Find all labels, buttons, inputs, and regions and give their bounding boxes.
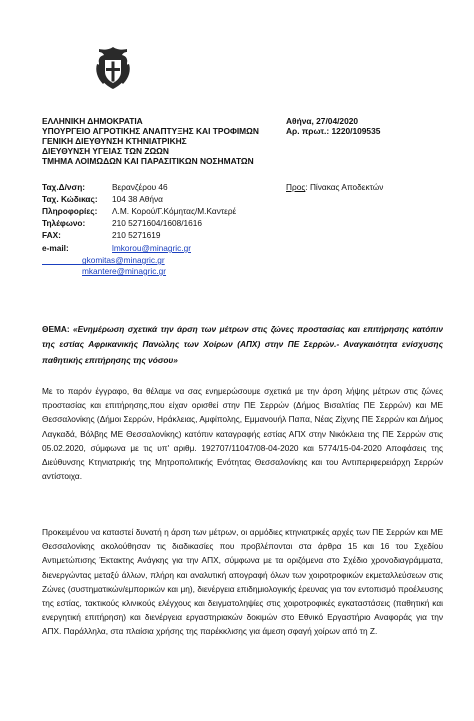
postcode-label: Ταχ. Κώδικας:	[42, 194, 98, 204]
email-label: e-mail:	[42, 243, 69, 253]
org-line-3: ΓΕΝΙΚΗ ΔΙΕΥΘΥΝΣΗ ΚΤΗΝΙΑΤΡΙΚΗΣ	[42, 136, 187, 146]
subject	[42, 322, 443, 368]
address-label: Ταχ.Δ/νση:	[42, 182, 86, 192]
recipients	[286, 182, 383, 192]
body-paragraph-2: Προκειμένου να καταστεί δυνατή η άρση των μέτρων, οι αρμόδιες κτηνιατρικές αρχές των ΠΕ Σερρών και ΜΕ Θεσσαλονίκης ακολούθησαν τις διαδικασίες που προβλέπονται στα άρθρα 15 και 16 του Σχεδίου Αντιμετώπισης Έκτακτης Ανάγκης για την ΑΠΧ, σύμφωνα με τα οριζόμενα στο Σχέδιο χρονοδιαγράμματα, διενεργώντας μεταξύ άλλων, πλήρη και αναλυτική απογραφή όλων των χοιροτροφικών εκμεταλλεύσεων στις Ζώνες (συστηματικών/εμπορικών και μη), διενέργεια επιδημιολογικής έρευνας για τον εντοπισμό προέλευσης της εστίας, τακτικούς κλινικούς ελέγχους και δειγματοληψίες στις χοιροτροφικές εγκαταστάσεις (παθητική και ενεργητική επιτήρηση) και διενέργεια εργαστηριακών δοκιμών στο Εθνικό Εργαστήριο Αναφοράς για την ΑΠΧ. Παράλληλα, στα πλαίσια χρήσης της παρέκκλισης για άμεση σφαγή χοίρων από τη Ζ.	[42, 527, 443, 637]
email-link-1[interactable]: lmkorou@minagric.gr	[112, 243, 191, 253]
information-label: Πληροφορίες:	[42, 206, 98, 216]
email-link-2[interactable]: gkomitas@minagric.gr	[82, 255, 165, 265]
fax-label: FAX:	[42, 230, 61, 240]
information-value: Λ.Μ. Κορού/Γ.Κόμητας/Μ.Καντερέ	[112, 206, 237, 216]
recipients-label: Προς	[286, 182, 306, 192]
subject-text: «Ενημέρωση σχετικά την άρση των μέτρων στις ζώνες προστασίας και επιτήρησης κατόπιν της εστίας Αφρικανικής Πανώλης των Χοίρων (ΑΠΧ) στην ΠΕ Σερρών.- Αναγκαιότητα ενίσχυσης παθητικής επιτήρησης της νόσου»	[42, 324, 443, 365]
subject-label: ΘΕΜΑ:	[42, 324, 70, 334]
org-line-1: ΕΛΛΗΝΙΚΗ ΔΗΜΟΚΡΑΤΙΑ	[42, 116, 143, 126]
fax-value: 210 5271619	[112, 230, 161, 240]
email-link-3[interactable]: mkantere@minagric.gr	[82, 266, 167, 276]
org-line-5: ΤΜΗΜΑ ΛΟΙΜΩΔΩΝ ΚΑΙ ΠΑΡΑΣΙΤΙΚΩΝ ΝΟΣΗΜΑΤΩΝ	[42, 156, 254, 166]
address-value: Βερανζέρου 46	[112, 182, 168, 192]
phone-label: Τηλέφωνο:	[42, 218, 86, 228]
hellenic-republic-emblem-icon	[95, 46, 131, 90]
org-line-2: ΥΠΟΥΡΓΕΙΟ ΑΓΡΟΤΙΚΗΣ ΑΝΑΠΤΥΞΗΣ ΚΑΙ ΤΡΟΦΙΜΩΝ	[42, 126, 259, 136]
postcode-value: 104 38 Αθήνα	[112, 194, 163, 204]
org-line-4: ΔΙΕΥΘΥΝΣΗ ΥΓΕΙΑΣ ΤΩΝ ΖΩΩΝ	[42, 146, 169, 156]
recipients-value: : Πίνακας Αποδεκτών	[305, 182, 384, 192]
document-date: Αθήνα, 27/04/2020	[286, 116, 359, 126]
body-paragraph-1: Με το παρόν έγγραφο, θα θέλαμε να σας ενημερώσουμε σχετικά με την άρση λήψης μέτρων στις ζώνες προστασίας και επιτήρησης,που είχαν ορισθεί στην ΠΕ Σερρών (Δήμος Βισαλτίας ΠΕ Σερρών) και ΜΕ Θεσσαλονίκης (Δήμοι Σερρών, Ηράκλειας, Αμφίπολης, Εμμανουήλ Παπα, Νέας Ζίχνης ΠΕ Σερρών και Δήμος Λαγκαδά, Βόλβης ΜΕ Θεσσαλονίκης) κατόπιν καταγραφής εστίας ΑΠΧ στην Νικόκλεια της ΠΕ Σερρών στις 05.02.2020, σύμφωνα με τις υπ' αριθμ. 192707/11047/08-04-2020 και 5774/15-04-2020 Αποφάσεις της Διεύθυνσης Κτηνιατρικής της Μητροπολιτικής Ενότητας Θεσσαλονίκης και του Αντιπεριφερειάρχη Σερρών αντίστοιχα.	[42, 386, 443, 482]
phone-value: 210 5271604/1608/1616	[112, 218, 202, 228]
protocol-number: Αρ. πρωτ.: 1220/109535	[286, 126, 381, 136]
